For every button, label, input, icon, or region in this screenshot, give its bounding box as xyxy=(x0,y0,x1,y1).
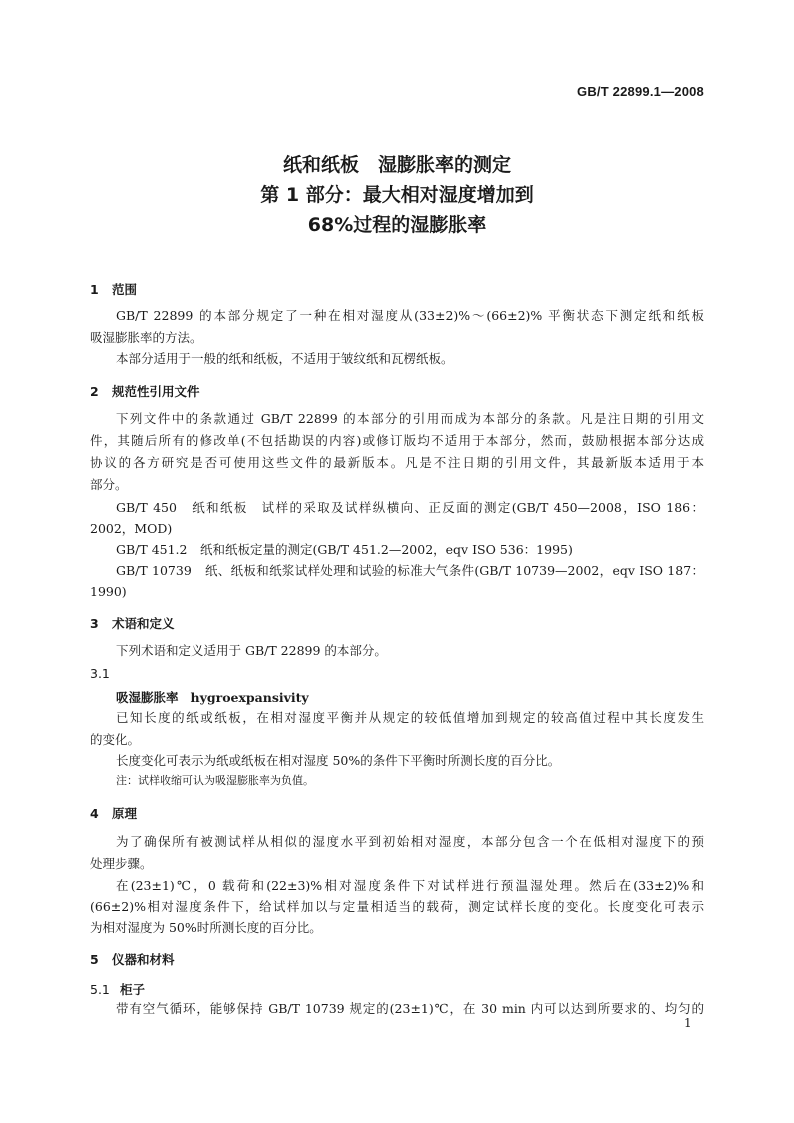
section-4-para-2-line-1: 在(23±1)℃，0 载荷和(22±3)%相对湿度条件下对试样进行预温湿处理。然后在(33±2)%和 xyxy=(116,878,704,893)
document-title-line-3: 68%过程的湿膨胀率 xyxy=(307,214,487,236)
term-chinese: 吸湿膨胀率 xyxy=(116,690,179,705)
definition-line-2: 的变化。 xyxy=(90,732,141,747)
section-number: 1 xyxy=(90,282,99,297)
section-1-heading xyxy=(90,280,137,298)
section-3-heading xyxy=(90,614,175,632)
section-2-heading xyxy=(90,382,200,400)
section-number: 5 xyxy=(90,952,99,967)
document-title-line-2: 第 1 部分：最大相对湿度增加到 xyxy=(260,184,534,206)
section-title: 仪器和材料 xyxy=(112,952,175,967)
section-5-1-para-line-1: 带有空气循环，能够保持 GB/T 10739 规定的(23±1)℃，在 30 min 内可以达到所要求的、均匀的 xyxy=(116,1001,704,1016)
subsection-number: 5.1 xyxy=(90,982,110,997)
term-english: hygroexpansivity xyxy=(190,690,309,705)
subsection-5-1-heading xyxy=(90,980,145,998)
reference-gbt-450-line-2: 2002，MOD) xyxy=(90,521,173,536)
reference-gbt-451-2: GB/T 451.2 纸和纸板定量的测定(GB/T 451.2—2002，eqv ISO 536：1995) xyxy=(116,542,573,557)
page-number: 1 xyxy=(684,1016,692,1030)
standard-number: GB/T 22899.1—2008 xyxy=(577,84,704,99)
section-2-para-line-3: 协议的各方研究是否可使用这些文件的最新版本。凡是不注日期的引用文件，其最新版本适用于本 xyxy=(90,455,704,470)
reference-gbt-10739-line-1: GB/T 10739 纸、纸板和纸浆试样处理和试验的标准大气条件(GB/T 10739—2002，eqv ISO 187： xyxy=(116,563,704,578)
reference-gbt-10739-line-2: 1990) xyxy=(90,584,127,599)
definition-line-1: 已知长度的纸或纸板，在相对湿度平衡并从规定的较低值增加到规定的较高值过程中其长度发生 xyxy=(116,710,704,725)
section-1-para-1-line-1: GB/T 22899 的本部分规定了一种在相对湿度从(33±2)%～(66±2)% 平衡状态下测定纸和纸板 xyxy=(116,308,704,323)
subsection-3-1-number: 3.1 xyxy=(90,666,110,681)
section-4-heading xyxy=(90,804,137,822)
section-title: 规范性引用文件 xyxy=(112,384,200,399)
document-title-line-1: 纸和纸板 湿膨胀率的测定 xyxy=(282,154,511,176)
section-2-para-line-2: 件，其随后所有的修改单(不包括勘误的内容)或修订版均不适用于本部分，然而，鼓励根据本部分达成 xyxy=(90,433,704,448)
definition-para-2: 长度变化可表示为纸或纸板在相对湿度 50%的条件下平衡时所测长度的百分比。 xyxy=(116,753,561,768)
section-number: 2 xyxy=(90,384,99,399)
section-4-para-1-line-1: 为了确保所有被测试样从相似的湿度水平到初始相对湿度，本部分包含一个在低相对湿度下的预 xyxy=(116,834,704,849)
definition-note: 注：试样收缩可认为吸湿膨胀率为负值。 xyxy=(116,774,314,787)
section-4-para-2-line-2: (66±2)%相对湿度条件下，给试样加以与定量相适当的载荷，测定试样长度的变化。长度变化可表示 xyxy=(90,899,704,914)
section-3-intro: 下列术语和定义适用于 GB/T 22899 的本部分。 xyxy=(116,643,387,658)
section-number: 4 xyxy=(90,806,99,821)
subsection-title: 柜子 xyxy=(120,982,146,997)
section-2-para-line-4: 部分。 xyxy=(90,477,128,492)
section-2-para-line-1: 下列文件中的条款通过 GB/T 22899 的本部分的引用而成为本部分的条款。凡是注日期的引用文 xyxy=(116,411,704,426)
section-title: 原理 xyxy=(112,806,138,821)
section-title: 术语和定义 xyxy=(112,616,175,631)
section-1-para-1-line-2: 吸湿膨胀率的方法。 xyxy=(90,330,203,345)
reference-gbt-450-line-1: GB/T 450 纸和纸板 试样的采取及试样纵横向、正反面的测定(GB/T 450—2008，ISO 186： xyxy=(116,500,704,515)
section-number: 3 xyxy=(90,616,99,631)
section-1-para-2: 本部分适用于一般的纸和纸板，不适用于皱纹纸和瓦楞纸板。 xyxy=(116,351,454,366)
section-5-heading xyxy=(90,950,175,968)
section-title: 范围 xyxy=(112,282,138,297)
term-entry xyxy=(116,688,309,706)
section-4-para-1-line-2: 处理步骤。 xyxy=(90,856,153,871)
section-4-para-2-line-3: 为相对湿度为 50%时所测长度的百分比。 xyxy=(90,920,322,935)
